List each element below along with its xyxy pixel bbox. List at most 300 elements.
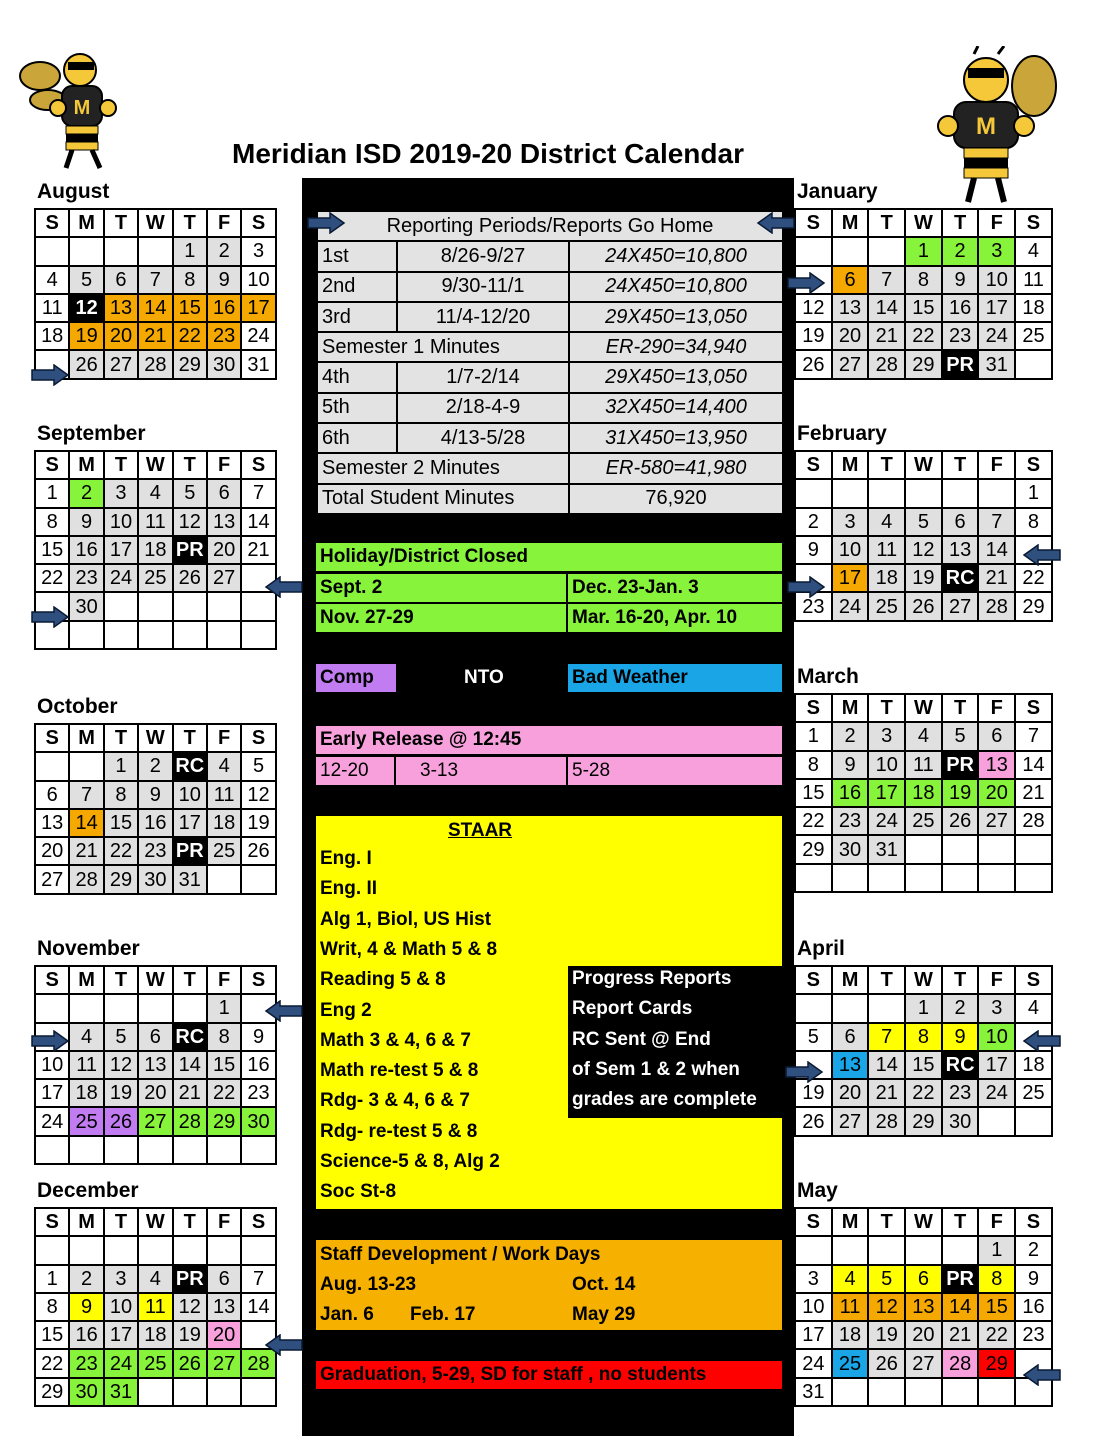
month-calendar-april: [794, 965, 1053, 1137]
weekday-header: S: [35, 724, 69, 752]
day-cell: [978, 864, 1015, 892]
month-calendar-january: [794, 208, 1053, 380]
day-cell: RC: [173, 1023, 207, 1051]
day-cell: 4: [69, 1023, 103, 1051]
day-cell: 19: [942, 779, 979, 807]
month-title: April: [797, 937, 845, 960]
day-cell: 14: [942, 1293, 979, 1321]
day-cell: 7: [69, 781, 103, 809]
day-cell: 6: [978, 722, 1015, 750]
staar-item: Reading 5 & 8: [320, 969, 446, 991]
arrow-left-icon: [1022, 544, 1062, 566]
reporting-row: [317, 393, 783, 423]
day-cell: 30: [241, 1107, 275, 1135]
day-cell: [978, 835, 1015, 863]
day-cell: 19: [241, 809, 275, 837]
day-cell: 7: [978, 508, 1015, 536]
arrow-right-icon: [786, 272, 826, 294]
day-cell: 25: [138, 564, 172, 592]
day-cell: [795, 1236, 832, 1264]
day-cell: 14: [241, 1293, 275, 1321]
day-cell: 2: [69, 1265, 103, 1293]
day-cell: 4: [138, 479, 172, 507]
day-cell: 9: [69, 1293, 103, 1321]
day-cell: [978, 1107, 1015, 1135]
month-calendar-october: [34, 723, 277, 895]
day-cell: 2: [207, 237, 241, 265]
day-cell: [104, 621, 138, 649]
weekday-header: S: [1015, 694, 1052, 722]
weekday-header: T: [942, 966, 979, 994]
day-cell: 14: [69, 809, 103, 837]
day-cell: 9: [832, 751, 869, 779]
day-cell: 13: [138, 1051, 172, 1079]
month-calendar-august: [34, 208, 277, 380]
weekday-header: M: [69, 724, 103, 752]
day-cell: 6: [832, 266, 869, 294]
day-cell: 16: [69, 1321, 103, 1349]
day-cell: 11: [1015, 266, 1052, 294]
day-cell: [905, 1378, 942, 1406]
day-cell: 15: [978, 1293, 1015, 1321]
day-cell: 17: [832, 564, 869, 592]
day-cell: 29: [35, 1378, 69, 1406]
day-cell: 8: [978, 1265, 1015, 1293]
day-cell: 25: [1015, 322, 1052, 350]
weekday-header: S: [241, 966, 275, 994]
day-cell: 12: [905, 536, 942, 564]
day-cell: 30: [207, 350, 241, 378]
day-cell: [905, 864, 942, 892]
day-cell: 18: [138, 536, 172, 564]
holiday-date: Dec. 23-Jan. 3: [568, 574, 782, 602]
day-cell: 27: [905, 1349, 942, 1377]
weekday-header: T: [104, 451, 138, 479]
day-cell: [173, 592, 207, 620]
day-cell: 31: [978, 350, 1015, 378]
day-cell: 3: [241, 237, 275, 265]
day-cell: [173, 1136, 207, 1164]
day-cell: [104, 1136, 138, 1164]
day-cell: 20: [104, 322, 138, 350]
day-cell: 17: [868, 779, 905, 807]
reporting-minutes: 29X450=13,050: [569, 362, 783, 392]
day-cell: 1: [35, 1265, 69, 1293]
day-cell: 15: [207, 1051, 241, 1079]
day-cell: 24: [868, 807, 905, 835]
day-cell: 7: [868, 266, 905, 294]
day-cell: 26: [942, 807, 979, 835]
reporting-minutes: ER-580=41,980: [569, 453, 783, 483]
day-cell: 17: [978, 1051, 1015, 1079]
day-cell: [104, 994, 138, 1022]
day-cell: 12: [795, 294, 832, 322]
weekday-header: T: [868, 209, 905, 237]
day-cell: [104, 1236, 138, 1264]
arrow-right-icon: [30, 1030, 70, 1052]
day-cell: 17: [104, 536, 138, 564]
day-cell: 11: [138, 508, 172, 536]
day-cell: 26: [104, 1107, 138, 1135]
weekday-header: M: [832, 209, 869, 237]
day-cell: 26: [173, 1349, 207, 1377]
day-cell: 29: [104, 865, 138, 893]
day-cell: 14: [241, 508, 275, 536]
month-calendar-february: [794, 450, 1053, 622]
day-cell: [69, 994, 103, 1022]
day-cell: 28: [942, 1349, 979, 1377]
weekday-header: F: [978, 1208, 1015, 1236]
day-cell: 21: [942, 1321, 979, 1349]
weekday-header: F: [207, 724, 241, 752]
day-cell: [173, 621, 207, 649]
day-cell: [173, 994, 207, 1022]
day-cell: RC: [942, 1051, 979, 1079]
day-cell: 21: [241, 536, 275, 564]
staar-item: Rdg- re-test 5 & 8: [320, 1120, 478, 1142]
day-cell: [207, 621, 241, 649]
day-cell: 14: [138, 294, 172, 322]
day-cell: 9: [138, 781, 172, 809]
day-cell: 16: [942, 294, 979, 322]
day-cell: 10: [241, 266, 275, 294]
day-cell: [868, 1236, 905, 1264]
day-cell: 22: [207, 1079, 241, 1107]
day-cell: 4: [905, 722, 942, 750]
day-cell: 28: [241, 1349, 275, 1377]
day-cell: [207, 1378, 241, 1406]
day-cell: 3: [104, 1265, 138, 1293]
day-cell: 15: [795, 779, 832, 807]
day-cell: 9: [795, 536, 832, 564]
day-cell: 26: [173, 564, 207, 592]
weekday-header: W: [905, 694, 942, 722]
day-cell: 30: [942, 1107, 979, 1135]
reporting-dates: 1/7-2/14: [397, 362, 569, 392]
day-cell: 20: [207, 1321, 241, 1349]
reporting-row: [317, 241, 783, 271]
month-title: January: [797, 180, 878, 203]
day-cell: [69, 752, 103, 780]
day-cell: 24: [241, 322, 275, 350]
day-cell: 8: [104, 781, 138, 809]
day-cell: 16: [69, 536, 103, 564]
reporting-periods-table: [316, 210, 784, 515]
day-cell: 7: [1015, 722, 1052, 750]
day-cell: [241, 1378, 275, 1406]
arrow-right-icon: [30, 606, 70, 628]
progress-note-line: of Sem 1 & 2 when: [572, 1058, 740, 1080]
day-cell: 5: [868, 1265, 905, 1293]
day-cell: 22: [978, 1321, 1015, 1349]
day-cell: [868, 864, 905, 892]
day-cell: 11: [138, 1293, 172, 1321]
day-cell: 13: [207, 508, 241, 536]
day-cell: 16: [207, 294, 241, 322]
weekday-header: F: [207, 209, 241, 237]
day-cell: [207, 1136, 241, 1164]
day-cell: [138, 621, 172, 649]
day-cell: 20: [832, 322, 869, 350]
day-cell: 25: [832, 1349, 869, 1377]
month-calendar-december: [34, 1207, 277, 1407]
staar-item: Rdg- 3 & 4, 6 & 7: [320, 1090, 470, 1112]
day-cell: 22: [104, 837, 138, 865]
weekday-header: F: [207, 451, 241, 479]
weekday-header: M: [69, 966, 103, 994]
reporting-dates: 8/26-9/27: [397, 241, 569, 271]
day-cell: 7: [138, 266, 172, 294]
weekday-header: F: [207, 1208, 241, 1236]
weekday-header: M: [69, 209, 103, 237]
day-cell: 26: [905, 592, 942, 620]
reporting-minutes: 29X450=13,050: [569, 302, 783, 332]
day-cell: 5: [905, 508, 942, 536]
reporting-period: 3rd: [317, 302, 397, 332]
day-cell: 9: [942, 266, 979, 294]
day-cell: 5: [241, 752, 275, 780]
svg-text:M: M: [976, 113, 996, 140]
month-title: August: [37, 180, 110, 203]
graduation-note: Graduation, 5-29, SD for staff , no students: [316, 1361, 782, 1389]
day-cell: 24: [978, 322, 1015, 350]
day-cell: 8: [795, 751, 832, 779]
day-cell: [1015, 864, 1052, 892]
day-cell: 11: [207, 781, 241, 809]
day-cell: [69, 1136, 103, 1164]
day-cell: 21: [868, 1079, 905, 1107]
day-cell: 1: [173, 237, 207, 265]
day-cell: 11: [868, 536, 905, 564]
day-cell: 8: [905, 266, 942, 294]
day-cell: 2: [942, 237, 979, 265]
day-cell: [138, 1136, 172, 1164]
day-cell: 21: [1015, 779, 1052, 807]
day-cell: [868, 237, 905, 265]
day-cell: 18: [905, 779, 942, 807]
day-cell: 24: [978, 1079, 1015, 1107]
day-cell: 25: [1015, 1079, 1052, 1107]
day-cell: 2: [795, 508, 832, 536]
month-title: October: [37, 695, 118, 718]
weekday-header: F: [207, 966, 241, 994]
day-cell: PR: [942, 1265, 979, 1293]
month-title: December: [37, 1179, 139, 1202]
day-cell: 20: [207, 536, 241, 564]
day-cell: 26: [241, 837, 275, 865]
day-cell: 21: [69, 837, 103, 865]
day-cell: 27: [35, 865, 69, 893]
day-cell: 20: [832, 1079, 869, 1107]
day-cell: 31: [868, 835, 905, 863]
day-cell: 27: [207, 564, 241, 592]
day-cell: 18: [69, 1079, 103, 1107]
day-cell: 13: [905, 1293, 942, 1321]
day-cell: 29: [1015, 592, 1052, 620]
day-cell: 23: [241, 1079, 275, 1107]
weekday-header: F: [978, 966, 1015, 994]
day-cell: [832, 994, 869, 1022]
day-cell: 6: [207, 479, 241, 507]
day-cell: [942, 1236, 979, 1264]
day-cell: 1: [795, 722, 832, 750]
day-cell: 4: [35, 266, 69, 294]
weekday-header: W: [905, 966, 942, 994]
arrow-left-icon: [1022, 1030, 1062, 1052]
weekday-header: M: [69, 1208, 103, 1236]
day-cell: 31: [104, 1378, 138, 1406]
day-cell: 2: [942, 994, 979, 1022]
weekday-header: T: [104, 966, 138, 994]
early-release-title: Early Release @ 12:45: [316, 726, 782, 754]
staar-item: Eng. I: [320, 848, 372, 869]
reporting-minutes: 32X450=14,400: [569, 393, 783, 423]
day-cell: 10: [35, 1051, 69, 1079]
month-title: September: [37, 422, 146, 445]
day-cell: 22: [905, 1079, 942, 1107]
weekday-header: T: [942, 451, 979, 479]
reporting-row: [317, 484, 783, 514]
early-release-date: 5-28: [568, 757, 782, 785]
day-cell: 24: [795, 1349, 832, 1377]
progress-note-line: Progress Reports: [572, 968, 732, 989]
day-cell: 22: [35, 1349, 69, 1377]
weekday-header: S: [795, 966, 832, 994]
day-cell: 8: [1015, 508, 1052, 536]
day-cell: 27: [978, 807, 1015, 835]
day-cell: 23: [69, 1349, 103, 1377]
day-cell: [138, 592, 172, 620]
arrow-left-icon: [1022, 1364, 1062, 1386]
day-cell: 10: [173, 781, 207, 809]
weekday-header: S: [241, 724, 275, 752]
day-cell: 15: [35, 536, 69, 564]
reporting-row: [317, 453, 783, 483]
day-cell: 2: [1015, 1236, 1052, 1264]
day-cell: 19: [868, 1321, 905, 1349]
reporting-dates: 11/4-12/20: [397, 302, 569, 332]
day-cell: 16: [241, 1051, 275, 1079]
weekday-header: S: [35, 451, 69, 479]
day-cell: 8: [35, 1293, 69, 1321]
day-cell: 25: [207, 837, 241, 865]
day-cell: 14: [868, 1051, 905, 1079]
weekday-header: S: [795, 451, 832, 479]
day-cell: 31: [795, 1378, 832, 1406]
day-cell: 1: [207, 994, 241, 1022]
day-cell: 17: [35, 1079, 69, 1107]
reporting-minutes: 24X450=10,800: [569, 241, 783, 271]
day-cell: [795, 479, 832, 507]
day-cell: [868, 1378, 905, 1406]
day-cell: [832, 479, 869, 507]
day-cell: 24: [35, 1107, 69, 1135]
day-cell: 4: [832, 1265, 869, 1293]
reporting-minutes: ER-290=34,940: [569, 332, 783, 362]
day-cell: 28: [868, 350, 905, 378]
weekday-header: M: [832, 451, 869, 479]
day-cell: 28: [138, 350, 172, 378]
day-cell: 12: [241, 781, 275, 809]
day-cell: 3: [795, 1265, 832, 1293]
month-title: March: [797, 665, 859, 688]
reporting-row: [317, 423, 783, 453]
staff-dev-date: Jan. 6: [320, 1304, 374, 1325]
day-cell: 7: [241, 1265, 275, 1293]
day-cell: 29: [978, 1349, 1015, 1377]
day-cell: 26: [795, 1107, 832, 1135]
day-cell: 27: [138, 1107, 172, 1135]
day-cell: 20: [905, 1321, 942, 1349]
day-cell: 21: [138, 322, 172, 350]
day-cell: 18: [832, 1321, 869, 1349]
day-cell: 19: [173, 1321, 207, 1349]
legend-comp: Comp: [316, 664, 396, 692]
weekday-header: S: [795, 1208, 832, 1236]
day-cell: 29: [173, 350, 207, 378]
reporting-dates: 9/30-11/1: [397, 272, 569, 302]
progress-note-line: Report Cards: [572, 998, 693, 1020]
day-cell: 30: [69, 592, 103, 620]
day-cell: [138, 1378, 172, 1406]
day-cell: 25: [138, 1349, 172, 1377]
reporting-row: [317, 302, 783, 332]
day-cell: PR: [173, 536, 207, 564]
day-cell: [138, 237, 172, 265]
staar-item: Math re-test 5 & 8: [320, 1060, 479, 1082]
day-cell: 3: [104, 479, 138, 507]
progress-note-line: RC Sent @ End: [572, 1028, 711, 1050]
day-cell: 17: [795, 1321, 832, 1349]
day-cell: 27: [942, 592, 979, 620]
day-cell: [1015, 1107, 1052, 1135]
day-cell: 29: [207, 1107, 241, 1135]
day-cell: 10: [795, 1293, 832, 1321]
weekday-header: T: [173, 966, 207, 994]
weekday-header: T: [104, 209, 138, 237]
arrow-left-icon: [756, 212, 796, 234]
day-cell: 26: [69, 350, 103, 378]
reporting-period: 5th: [317, 393, 397, 423]
day-cell: 18: [207, 809, 241, 837]
day-cell: 24: [104, 564, 138, 592]
weekday-header: S: [35, 1208, 69, 1236]
day-cell: 1: [978, 1236, 1015, 1264]
day-cell: 23: [207, 322, 241, 350]
day-cell: 13: [832, 1051, 869, 1079]
day-cell: RC: [942, 564, 979, 592]
weekday-header: S: [241, 451, 275, 479]
weekday-header: S: [1015, 966, 1052, 994]
reporting-row: [317, 362, 783, 392]
day-cell: 19: [905, 564, 942, 592]
day-cell: 28: [69, 865, 103, 893]
reporting-minutes: 76,920: [569, 484, 783, 514]
day-cell: 16: [138, 809, 172, 837]
holiday-date: Mar. 16-20, Apr. 10: [568, 604, 782, 632]
reporting-dates: 4/13-5/28: [397, 423, 569, 453]
day-cell: 6: [942, 508, 979, 536]
day-cell: 28: [978, 592, 1015, 620]
day-cell: [942, 1378, 979, 1406]
day-cell: 4: [138, 1265, 172, 1293]
day-cell: 18: [35, 322, 69, 350]
day-cell: 7: [868, 1023, 905, 1051]
day-cell: 17: [173, 809, 207, 837]
hornet-mascot-left-icon: [18, 48, 128, 173]
weekday-header: T: [104, 724, 138, 752]
day-cell: 9: [69, 508, 103, 536]
